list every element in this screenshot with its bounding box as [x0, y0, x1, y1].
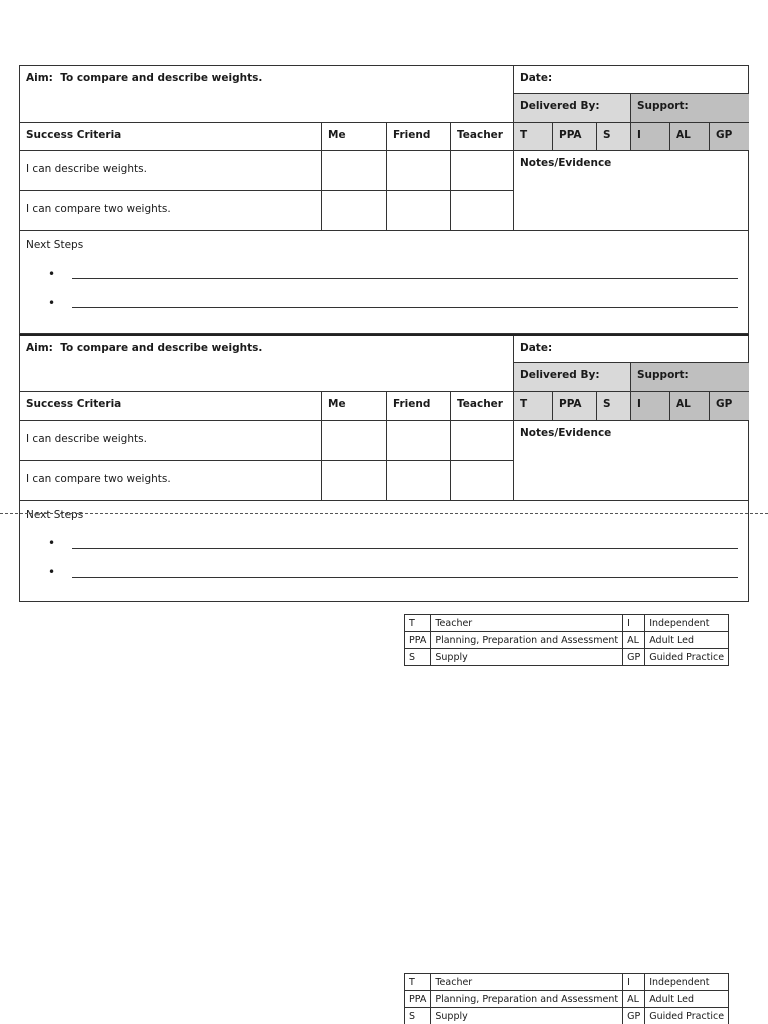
key-meaning: Teacher	[431, 974, 623, 991]
next-step-line-2[interactable]	[72, 307, 738, 308]
support-option-i[interactable]: I	[631, 392, 670, 421]
notes-evidence-cell[interactable]	[514, 421, 749, 501]
next-steps-section	[20, 231, 749, 333]
key-meaning: Planning, Preparation and Assessment	[431, 991, 623, 1008]
delivered-by-label: Delivered By:	[514, 363, 631, 392]
header-success-criteria: Success Criteria	[20, 392, 322, 421]
bullet-icon: •	[48, 536, 56, 550]
support-option-al[interactable]: AL	[670, 123, 710, 151]
bullet-icon: •	[48, 267, 56, 281]
key-code: T	[405, 615, 431, 632]
key-meaning: Supply	[431, 1008, 623, 1024]
key-row	[405, 1008, 729, 1024]
cut-line	[0, 513, 768, 514]
delivered-option-s[interactable]: S	[597, 123, 631, 151]
key-code: PPA	[405, 991, 431, 1008]
criteria-row-1	[20, 151, 322, 191]
support-label: Support:	[631, 363, 749, 392]
lesson-plan-card-1	[19, 65, 749, 334]
key-table-2	[404, 973, 729, 1024]
key-row	[405, 615, 729, 632]
notes-evidence-cell[interactable]	[514, 151, 749, 231]
next-steps-label: Next Steps	[26, 509, 84, 521]
aim-cell	[20, 66, 514, 123]
criteria-row-1	[20, 421, 322, 461]
aim-text: To compare and describe weights.	[60, 72, 263, 84]
key-code: S	[405, 1008, 431, 1024]
header-success-criteria: Success Criteria	[20, 123, 322, 151]
key-row	[405, 649, 729, 666]
key-code: S	[405, 649, 431, 666]
aim-cell	[20, 336, 514, 392]
key-code: AL	[623, 632, 645, 649]
criteria-text: I can compare two weights.	[26, 203, 171, 215]
header-me: Me	[322, 392, 387, 421]
key-code: I	[623, 974, 645, 991]
key-meaning: Adult Led	[645, 632, 729, 649]
key-code: GP	[623, 649, 645, 666]
next-steps-section	[20, 501, 749, 602]
header-friend: Friend	[387, 392, 451, 421]
aim-text: To compare and describe weights.	[60, 342, 263, 354]
lesson-plan-card-2	[19, 334, 749, 602]
me-check-2[interactable]	[322, 191, 387, 231]
key-row	[405, 991, 729, 1008]
bullet-icon: •	[48, 565, 56, 579]
next-step-line-1[interactable]	[72, 278, 738, 279]
key-meaning: Independent	[645, 615, 729, 632]
delivered-option-ppa[interactable]: PPA	[553, 392, 597, 421]
bullet-icon: •	[48, 296, 56, 310]
delivered-by-label: Delivered By:	[514, 94, 631, 123]
key-meaning: Guided Practice	[645, 649, 729, 666]
criteria-row-2	[20, 191, 322, 231]
teacher-check-2[interactable]	[451, 191, 514, 231]
delivered-option-s[interactable]: S	[597, 392, 631, 421]
key-meaning: Independent	[645, 974, 729, 991]
teacher-check-1[interactable]	[451, 151, 514, 191]
friend-check-1[interactable]	[387, 421, 451, 461]
aim-label: Aim:	[26, 342, 53, 354]
key-table-1	[404, 614, 729, 666]
notes-label: Notes/Evidence	[520, 427, 612, 439]
notes-label: Notes/Evidence	[520, 157, 612, 169]
date-label: Date:	[520, 342, 553, 354]
aim-label: Aim:	[26, 72, 53, 84]
support-option-gp[interactable]: GP	[710, 123, 749, 151]
key-meaning: Supply	[431, 649, 623, 666]
key-code: T	[405, 974, 431, 991]
key-meaning: Teacher	[431, 615, 623, 632]
key-code: I	[623, 615, 645, 632]
teacher-check-1[interactable]	[451, 421, 514, 461]
criteria-row-2	[20, 461, 322, 501]
me-check-1[interactable]	[322, 151, 387, 191]
support-option-i[interactable]: I	[631, 123, 670, 151]
support-option-gp[interactable]: GP	[710, 392, 749, 421]
next-steps-label: Next Steps	[26, 239, 84, 251]
date-label: Date:	[520, 72, 553, 84]
key-meaning: Planning, Preparation and Assessment	[431, 632, 623, 649]
criteria-text: I can describe weights.	[26, 163, 147, 175]
me-check-2[interactable]	[322, 461, 387, 501]
key-code: PPA	[405, 632, 431, 649]
delivered-option-t[interactable]: T	[514, 392, 553, 421]
friend-check-1[interactable]	[387, 151, 451, 191]
next-step-line-2[interactable]	[72, 577, 738, 578]
key-meaning: Guided Practice	[645, 1008, 729, 1024]
key-row	[405, 632, 729, 649]
date-cell[interactable]	[514, 66, 749, 94]
friend-check-2[interactable]	[387, 461, 451, 501]
header-friend: Friend	[387, 123, 451, 151]
header-me: Me	[322, 123, 387, 151]
header-teacher: Teacher	[451, 123, 514, 151]
header-teacher: Teacher	[451, 392, 514, 421]
key-code: GP	[623, 1008, 645, 1024]
me-check-1[interactable]	[322, 421, 387, 461]
teacher-check-2[interactable]	[451, 461, 514, 501]
criteria-text: I can describe weights.	[26, 433, 147, 445]
criteria-text: I can compare two weights.	[26, 473, 171, 485]
support-option-al[interactable]: AL	[670, 392, 710, 421]
date-cell[interactable]	[514, 336, 749, 363]
next-step-line-1[interactable]	[72, 548, 738, 549]
key-code: AL	[623, 991, 645, 1008]
support-label: Support:	[631, 94, 749, 123]
delivered-option-t[interactable]: T	[514, 123, 553, 151]
key-row	[405, 974, 729, 991]
friend-check-2[interactable]	[387, 191, 451, 231]
delivered-option-ppa[interactable]: PPA	[553, 123, 597, 151]
key-meaning: Adult Led	[645, 991, 729, 1008]
